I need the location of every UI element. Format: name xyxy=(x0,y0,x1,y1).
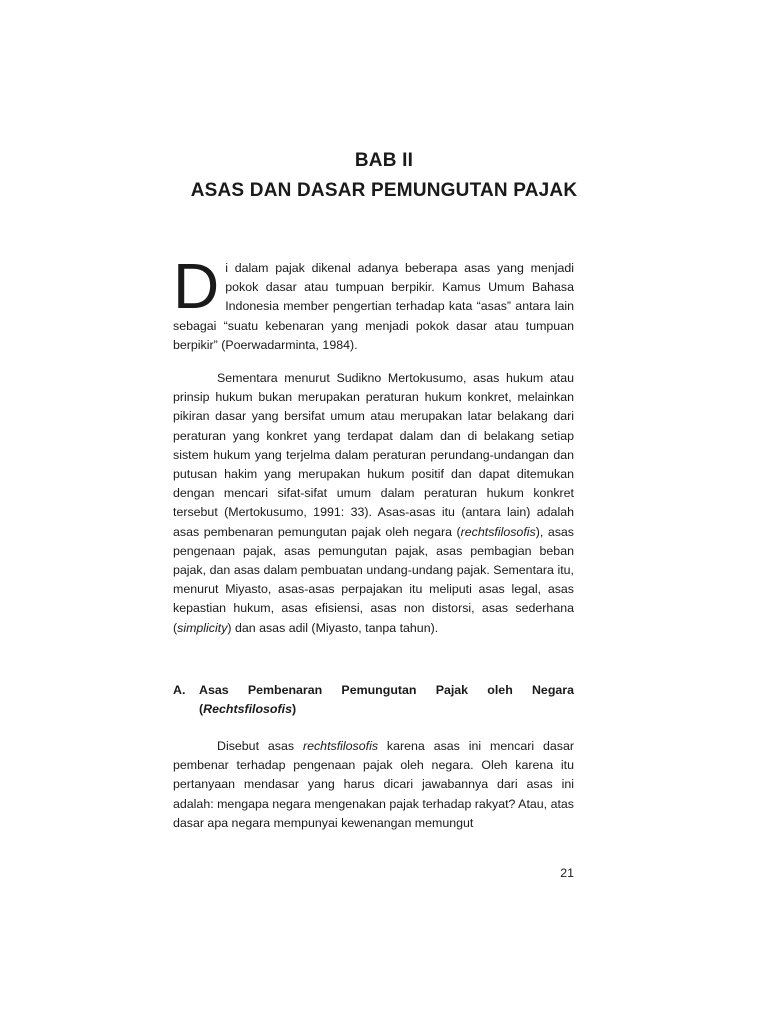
principles-text-part2: ), asas pengenaan pajak, asas pemungutan pajak, asas pembagian beban pajak, dan asas dalam pembuatan undang-undang pajak. Sementara itu, menurut Miyasto, asas-asas perpajakan itu meliputi asas legal, asas kepastian hukum, asas efisiensi, asas non distorsi, asas sederhana ( xyxy=(173,524,575,635)
section-a-title-italic: Rechtsfilosofis xyxy=(203,702,292,717)
principles-italic-term-1: rechtsfilosofis xyxy=(460,524,536,539)
chapter-title: ASAS DAN DASAR PEMUNGUTAN PAJAK xyxy=(190,180,578,201)
principles-text-part1: Sementara menurut Sudikno Mertokusumo, asas hukum atau prinsip hukum bukan merupakan peraturan hukum konkret, melainkan pikiran dasar yang bersifat umum atau merupakan latar belakang dari peraturan yang konkret yang terdapat dalam dan di belakang setiap sistem hukum yang terjelma dalam peraturan perundang-undangan dan putusan hakim yang merupakan hukum positif dan dapat ditemukan dengan mencari sifat-sifat umum dalam peraturan hukum konkret tersebut (Mertokusumo, 1991: 33). Asas-asas itu (antara lain) adalah asas pembenaran pemungutan pajak oleh negara ( xyxy=(173,371,574,539)
page-number: 21 xyxy=(560,866,574,880)
section-a-paragraph xyxy=(173,737,574,833)
drop-cap: D xyxy=(173,250,220,322)
intro-paragraph-text: i dalam pajak dikenal adanya beberapa asas yang menjadi pokok dasar atau tumpuan berpikir. Kamus Umum Bahasa Indonesia member pengertian terhadap kata “asas” antara lain sebagai “suatu kebenaran yang menjadi pokok dasar atau tumpuan berpikir” (Poerwadarminta, 1984). xyxy=(173,261,574,352)
section-a-paren-close: ) xyxy=(291,702,297,717)
section-a-text-part1: Disebut asas xyxy=(217,739,303,753)
intro-paragraph xyxy=(173,250,574,355)
section-a-marker: A. xyxy=(173,683,186,697)
section-a-title-line1: Asas Pembenaran Pemungutan Pajak oleh Negara xyxy=(199,683,574,697)
section-a-paren-open: ( xyxy=(199,702,204,717)
principles-text-part3: ) dan asas adil (Miyasto, tanpa tahun). xyxy=(227,620,439,635)
section-a-heading xyxy=(173,681,574,719)
chapter-heading xyxy=(0,146,768,206)
principles-paragraph xyxy=(173,369,574,638)
principles-italic-term-2: simplicity xyxy=(177,620,228,635)
section-a-text-part2: karena asas ini mencari dasar pembenar terhadap pengenaan pajak oleh negara. Oleh karena itu pertanyaan mendasar yang harus dicari jawabannya dari asas ini adalah: mengapa negara mengenakan pajak terhadap rakyat? Atau, atas dasar apa negara mempunyai kewenangan memungut xyxy=(173,739,574,830)
section-a-italic-term: rechtsfilosofis xyxy=(302,739,379,753)
section-a-title-line2 xyxy=(199,700,574,719)
chapter-label: BAB II xyxy=(354,150,414,171)
